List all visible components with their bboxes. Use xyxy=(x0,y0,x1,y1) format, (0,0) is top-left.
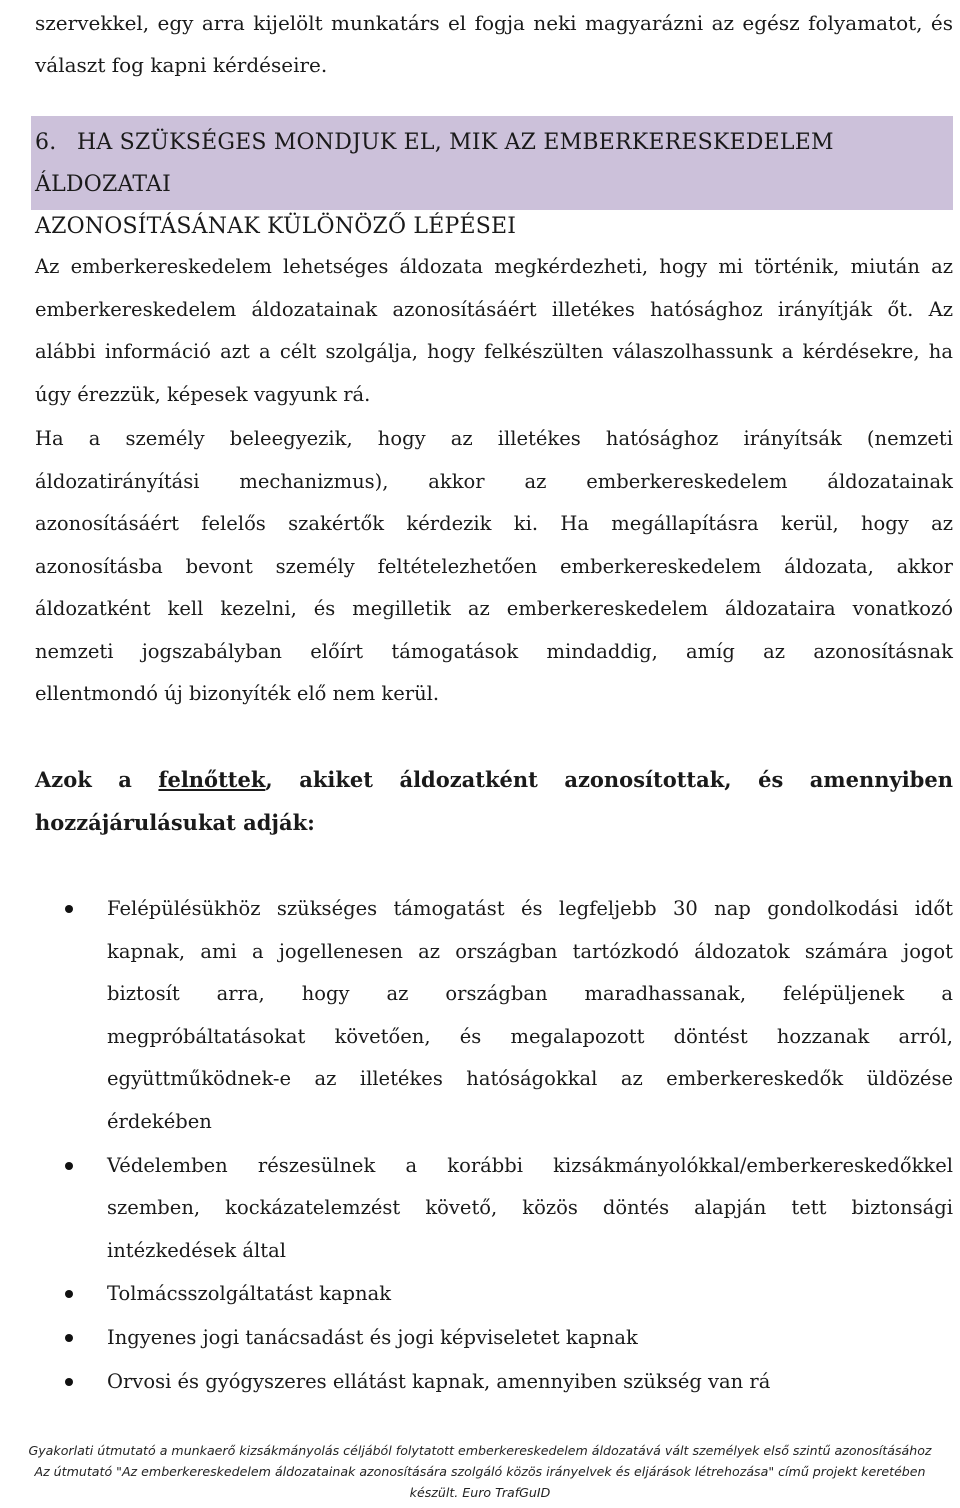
paragraph-2-line: ellentmondó új bizonyíték elő nem kerül. xyxy=(35,682,440,705)
paragraph-2-line: nemzeti jogszabályban előírt támogatások mindaddig, amíg az azonosításnak xyxy=(35,639,953,663)
list-item xyxy=(35,1317,953,1360)
footer-line-1: Gyakorlati útmutató a munkaerő kizsákmányolás céljából folytatott emberkereskedelem áldozatává vált személyek első szintű azonosításához xyxy=(28,1443,932,1458)
list-item xyxy=(35,1273,953,1316)
footer-line-3: készült. Euro TrafGuID xyxy=(409,1485,551,1500)
list-item xyxy=(35,1145,953,1273)
bullet-icon xyxy=(65,905,73,913)
intro-line-2: választ fog kapni kérdéseire. xyxy=(35,53,328,77)
footer-line-2: Az útmutató "Az emberkereskedelem áldozatainak azonosítására szolgáló közös irányelvek és eljárások létrehozása" című projekt keretében xyxy=(34,1464,926,1479)
eligibility-heading-pre: Azok a xyxy=(35,767,159,792)
section-title-2: AZONOSÍTÁSÁNAK KÜLÖNÖZŐ LÉPÉSEI xyxy=(35,214,517,239)
list-item-line: Ingyenes jogi tanácsadást és jogi képviseletet kapnak xyxy=(107,1325,638,1349)
section-number: 6. xyxy=(35,130,57,155)
page-footer xyxy=(0,1440,960,1503)
intro-paragraph xyxy=(35,2,953,86)
paragraph-1-line: Az emberkereskedelem lehetséges áldozata megkérdezheti, hogy mi történik, miután az xyxy=(35,255,953,278)
bullet-icon xyxy=(65,1378,73,1386)
eligibility-heading-post: , akiket áldozatként azonosítottak, és amennyiben xyxy=(265,767,953,792)
list-item-line: szemben, kockázatelemzést követő, közös döntés alapján tett biztonsági xyxy=(107,1196,953,1220)
rights-list xyxy=(35,888,953,1404)
section-title-1: HA SZÜKSÉGES MONDJUK EL, MIK AZ EMBERKERESKEDELEM ÁLDOZATAI xyxy=(35,130,834,197)
list-item-line: Felépülésükhöz szükséges támogatást és legfeljebb 30 nap gondolkodási időt xyxy=(107,897,953,920)
list-item xyxy=(35,888,953,1144)
eligibility-heading xyxy=(35,758,953,844)
paragraph-2-line: azonosításáért felelős szakértők kérdezik ki. Ha megállapításra kerül, hogy az xyxy=(35,512,953,535)
list-item-line: Védelemben részesülnek a korábbi kizsákmányolókkal/emberkereskedőkkel xyxy=(107,1153,953,1177)
list-item-line: Orvosi és gyógyszeres ellátást kapnak, amennyiben szükség van rá xyxy=(107,1369,771,1393)
eligibility-heading-underlined: felnőttek xyxy=(158,767,266,792)
paragraph-1 xyxy=(35,246,953,416)
list-item-line: megpróbáltatásokat követően, és megalapozott döntést hozzanak arról, xyxy=(107,1024,953,1048)
paragraph-2-line: azonosításba bevont személy feltételezhetően emberkereskedelem áldozata, akkor xyxy=(35,554,953,578)
bullet-icon xyxy=(65,1162,73,1170)
list-item-line: intézkedések által xyxy=(107,1238,286,1262)
section-heading-line-1 xyxy=(35,122,953,206)
paragraph-2-line: áldozatként kell kezelni, és megilletik az emberkereskedelem áldozataira vonatkozó xyxy=(35,597,953,620)
paragraph-1-line: emberkereskedelem áldozatainak azonosításáért illetékes hatósághoz irányítják őt. Az xyxy=(35,297,953,321)
bullet-icon xyxy=(65,1290,73,1298)
intro-line-1: szervekkel, egy arra kijelölt munkatárs el fogja neki magyarázni az egész folyamatot, és xyxy=(35,11,953,35)
list-item-line: érdekében xyxy=(107,1109,212,1133)
list-item-line: kapnak, ami a jogellenesen az országban tartózkodó áldozatok számára jogot xyxy=(107,939,953,963)
paragraph-2-line: Ha a személy beleegyezik, hogy az illetékes hatósághoz irányítsák (nemzeti xyxy=(35,427,953,450)
paragraph-1-line: alábbi információ azt a célt szolgálja, hogy felkészülten válaszolhassunk a kérdésekre, ha xyxy=(35,340,953,363)
list-item-line: együttműködnek-e az illetékes hatóságokkal az emberkereskedők üldözése xyxy=(107,1067,953,1091)
eligibility-heading-line-2: hozzájárulásukat adják: xyxy=(35,810,315,835)
paragraph-1-line: úgy érezzük, képesek vagyunk rá. xyxy=(35,382,371,406)
list-item xyxy=(35,1361,953,1404)
paragraph-2-line: áldozatirányítási mechanizmus), akkor az emberkereskedelem áldozatainak xyxy=(35,469,953,493)
bullet-icon xyxy=(65,1334,73,1342)
eligibility-heading-line-1 xyxy=(35,758,953,801)
section-heading xyxy=(31,116,953,239)
paragraph-2 xyxy=(35,418,953,716)
list-item-line: biztosít arra, hogy az országban maradhassanak, felépüljenek a xyxy=(107,982,953,1006)
list-item-line: Tolmácsszolgáltatást kapnak xyxy=(107,1282,392,1306)
